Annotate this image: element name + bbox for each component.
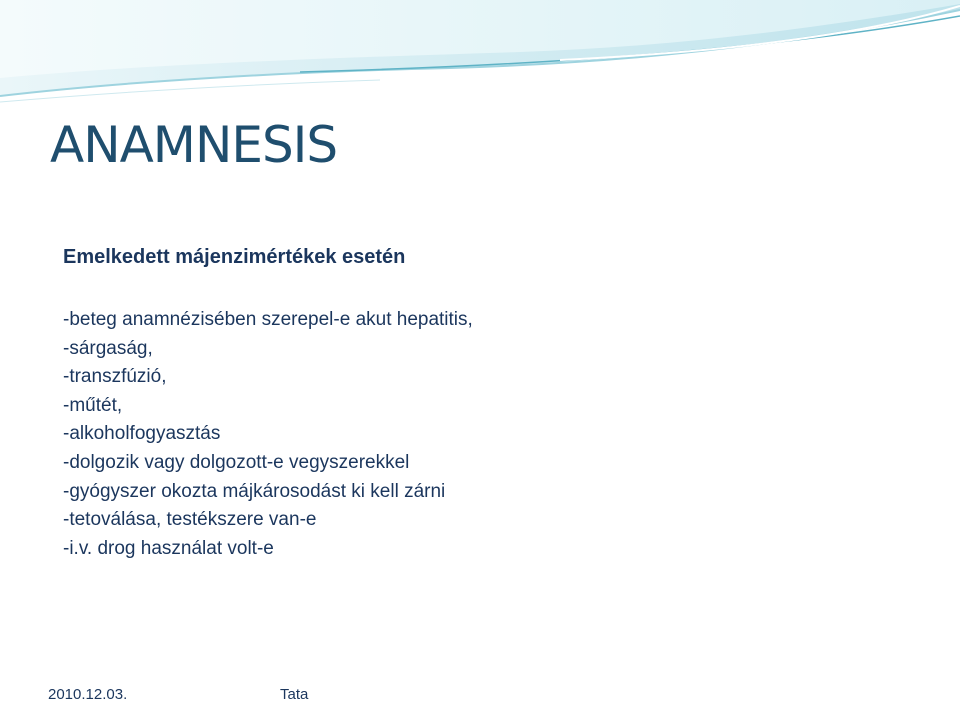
footer-place: Tata [280,686,309,703]
list-item: -tetoválása, testékszere van-e [63,509,317,531]
list-item: -beteg anamnézisében szerepel-e akut hepatitis, [63,309,473,330]
list-item: -sárgaság, [63,337,153,359]
list-item: -gyógyszer okozta májkárosodást ki kell zárni [63,480,446,502]
anamnesis-list [63,306,473,563]
list-item: -műtét, [63,394,123,416]
header-wave-decoration [0,0,960,110]
slide-subtitle: Emelkedett májenzimértékek esetén [63,246,406,268]
slide-title: ANAMNESIS [50,116,338,174]
list-item: -i.v. drog használat volt-e [63,537,274,559]
list-item: -dolgozik vagy dolgozott-e vegyszerekkel [63,451,410,473]
list-item: -alkoholfogyasztás [63,423,221,445]
list-item: -transzfúzió, [63,366,167,388]
footer-date: 2010.12.03. [48,686,128,703]
